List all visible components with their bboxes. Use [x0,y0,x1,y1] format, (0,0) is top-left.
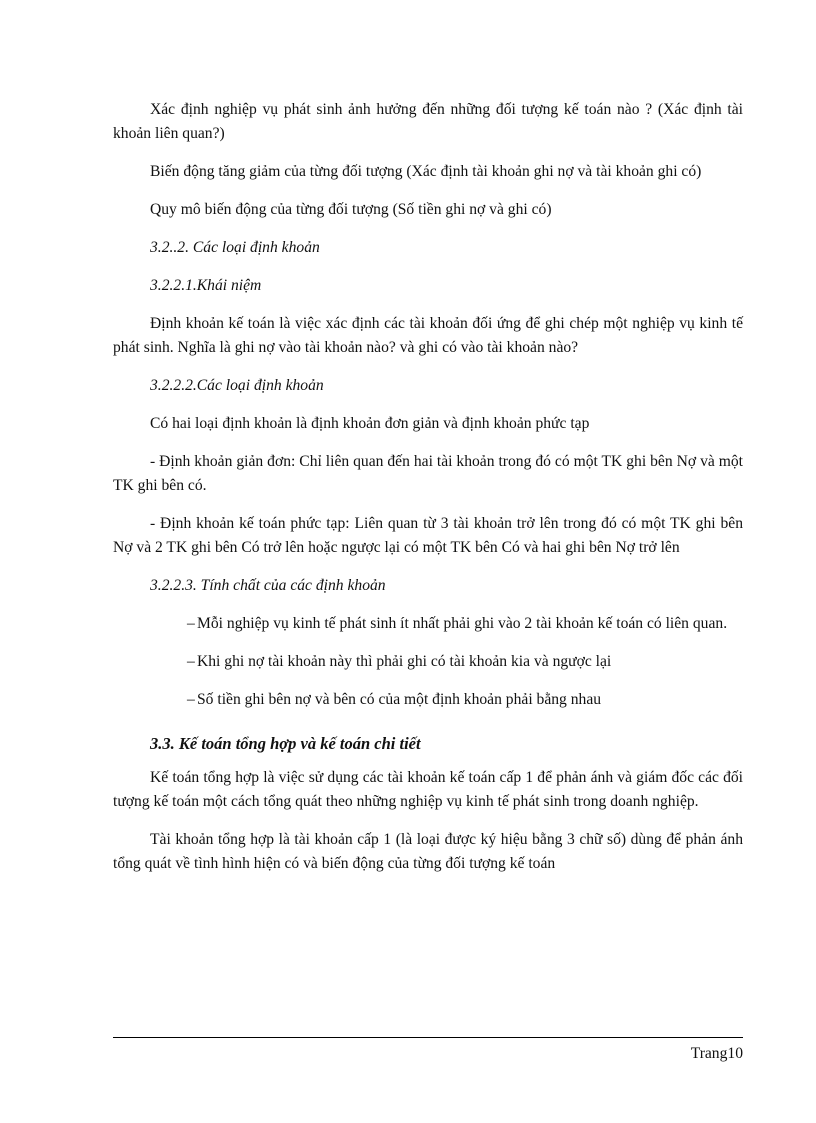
paragraph: Kế toán tổng hợp là việc sử dụng các tài khoản kế toán cấp 1 để phản ánh và giám đốc các đối tượng kế toán một cách tổng quát theo những nghiệp vụ kinh tế phát sinh trong doanh nghiệp. [113,769,743,810]
page-body [113,98,743,890]
dash-bullet-icon: – [187,691,195,708]
paragraph: Có hai loại định khoản là định khoản đơn giản và định khoản phức tạp [150,415,590,432]
list-item [113,688,743,712]
list-item-text: Số tiền ghi bên nợ và bên có của một định khoản phải bằng nhau [197,691,602,708]
subsection-title: 3.2.2.2.Các loại định khoản [150,377,324,394]
dash-bullet-icon: – [187,653,195,670]
page-number: Trang10 [690,1045,743,1062]
paragraph: Định khoản kế toán là việc xác định các tài khoản đối ứng để ghi chép một nghiệp vụ kinh tế phát sinh. Nghĩa là ghi nợ vào tài khoản nào? và ghi có vào tài khoản nào? [113,315,743,356]
paragraph: Quy mô biến động của từng đối tượng (Số tiền ghi nợ và ghi có) [150,201,552,218]
paragraph: - Định khoản kế toán phức tạp: Liên quan từ 3 tài khoản trở lên trong đó có một TK ghi bên Nợ và 2 TK ghi bên Có trở lên hoặc ngược lại có một TK bên Có và hai ghi bên Nợ trở lên [113,515,743,556]
paragraph: Tài khoản tổng hợp là tài khoản cấp 1 (là loại được ký hiệu bằng 3 chữ số) dùng để phản ánh tổng quát về tình hình hiện có và biến động của từng đối tượng kế toán [113,831,743,872]
footer-rule [113,1037,743,1038]
list-item [113,612,743,636]
paragraph: Xác định nghiệp vụ phát sinh ảnh hưởng đến những đối tượng kế toán nào ? (Xác định tài khoản liên quan?) [113,101,743,142]
subsection-title: 3.2.2.3. Tính chất của các định khoản [150,577,386,594]
paragraph: Biến động tăng giảm của từng đối tượng (Xác định tài khoản ghi nợ và tài khoản ghi có) [150,163,702,180]
bullet-list [113,612,743,712]
list-item-text: Mỗi nghiệp vụ kinh tế phát sinh ít nhất phải ghi vào 2 tài khoản kế toán có liên quan. [197,615,728,632]
section-heading: 3.3. Kế toán tổng hợp và kế toán chi tiết [150,734,421,753]
subsection-title: 3.2..2. Các loại định khoản [150,239,320,256]
paragraph: - Định khoản giản đơn: Chỉ liên quan đến hai tài khoản trong đó có một TK ghi bên Nợ và một TK ghi bên có. [113,453,743,494]
list-item-text: Khi ghi nợ tài khoản này thì phải ghi có tài khoản kia và ngược lại [197,653,612,670]
dash-bullet-icon: – [187,615,195,632]
subsection-title: 3.2.2.1.Khái niệm [150,277,262,294]
list-item [113,650,743,674]
